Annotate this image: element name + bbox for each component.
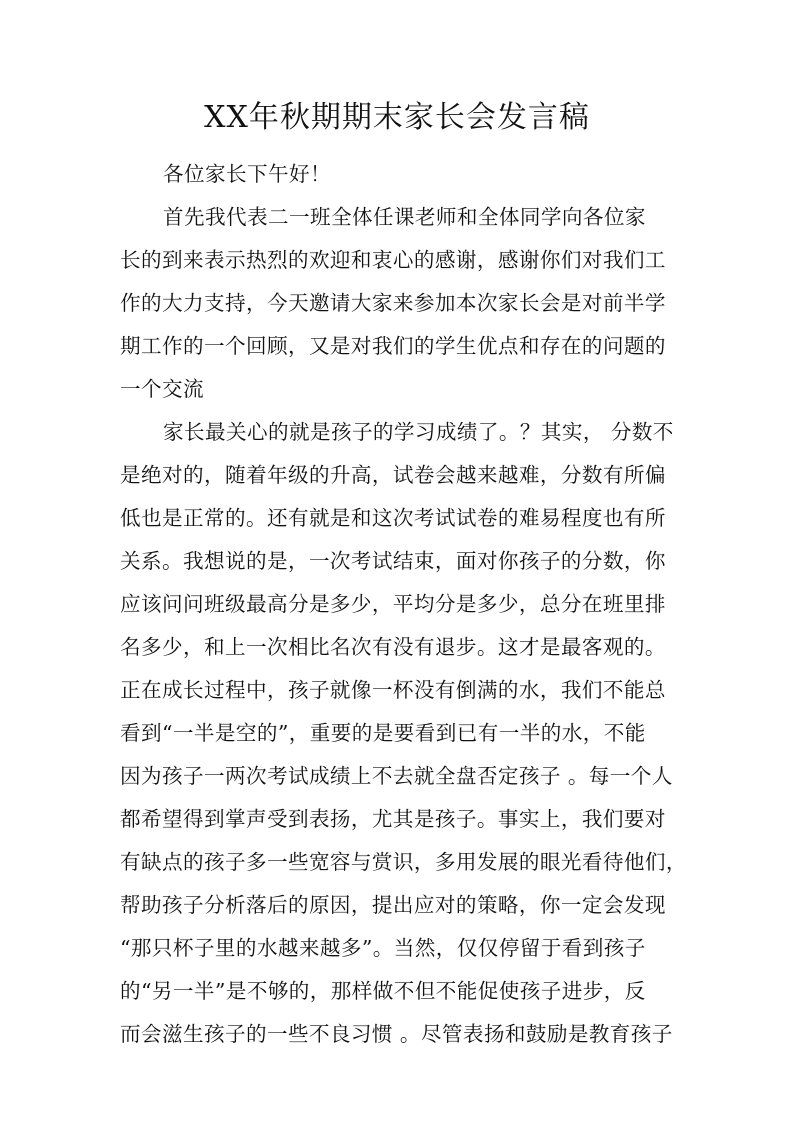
paragraph1-line-4: 期工作的一个回顾，又是对我们的学生优点和存在的问题的: [120, 334, 666, 358]
paragraph1-line-3: 作的大力支持，今天邀请大家来参加本次家长会是对前半学: [120, 291, 666, 315]
paragraph2-line-11: 有缺点的孩子多一些宽容与赏识，多用发展的眼光看待他们，: [120, 850, 687, 874]
paragraph2-line-4: 关系。我想说的是，一次考试结束，面对你孩子的分数，你: [120, 549, 666, 573]
paragraph1-line-2: 长的到来表示热烈的欢迎和衷心的感谢，感谢你们对我们工: [120, 248, 666, 272]
paragraph2-line-6: 名多少，和上一次相比名次有没有退步。这才是最客观的。: [120, 635, 666, 659]
greeting-line: 各位家长下午好！: [163, 162, 331, 186]
paragraph2-line-3: 低也是正常的。还有就是和这次考试试卷的难易程度也有所: [120, 506, 666, 530]
paragraph2-line-10: 都希望得到掌声受到表扬，尤其是孩子。事实上，我们要对: [120, 807, 666, 831]
paragraph1-line-5: 一个交流: [120, 377, 204, 401]
paragraph2-line-2: 是绝对的，随着年级的升高，试卷会越来越难，分数有所偏: [120, 463, 666, 487]
paragraph2-line-12: 帮助孩子分析落后的原因，提出应对的策略，你一定会发现: [120, 893, 666, 917]
paragraph2-line-9: 因为孩子一两次考试成绩上不去就全盘否定孩子 。每一个人: [120, 764, 673, 788]
paragraph2-line-15: 而会滋生孩子的一些不良习惯 。尽管表扬和鼓励是教育孩子: [120, 1022, 673, 1046]
paragraph2-line-13: “那只杯子里的水越来越多”。当然，仅仅停留于看到孩子: [120, 936, 646, 960]
paragraph2-line-14: 的“另一半”是不够的，那样做不但不能促使孩子进步，反: [120, 979, 646, 1003]
paragraph2-line-1: 家长最关心的就是孩子的学习成绩了。？其实， 分数不: [163, 420, 674, 444]
paragraph2-line-5: 应该问问班级最高分是多少，平均分是多少，总分在班里排: [120, 592, 666, 616]
paragraph1-line-1: 首先我代表二一班全体任课老师和全体同学向各位家: [163, 205, 646, 229]
paragraph2-line-8: 看到“一半是空的”，重要的是要看到已有一半的水，不能: [120, 721, 646, 745]
paragraph2-line-7: 正在成长过程中，孩子就像一杯没有倒满的水，我们不能总: [120, 678, 666, 702]
document-title: XX年秋期期末家长会发言稿: [204, 100, 590, 135]
